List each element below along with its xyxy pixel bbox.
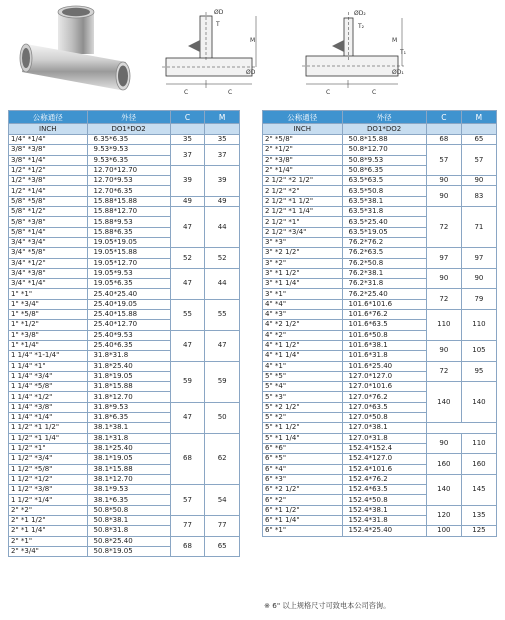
c-cell: 97 [426, 248, 461, 269]
outer-diameter-cell: 152.4*127.0 [342, 454, 426, 464]
table-row [263, 454, 497, 464]
c-cell: 100 [426, 526, 461, 536]
outer-diameter-cell: 25.40*15.88 [87, 310, 170, 320]
m-cell: 39 [205, 165, 240, 196]
spec-table-right-body [263, 135, 497, 537]
outer-diameter-cell: 38.1*12.70 [87, 474, 170, 484]
outer-diameter-cell: 38.1*9.53 [87, 485, 170, 495]
size-cell: 5" *3" [263, 392, 343, 402]
size-cell: 2" *2" [9, 505, 88, 515]
reducing-tee-drawing [300, 6, 410, 98]
c-cell: 140 [426, 474, 461, 505]
table-row [9, 402, 240, 412]
outer-diameter-cell: 101.6*63.5 [342, 320, 426, 330]
c-cell: 49 [170, 196, 205, 206]
size-cell: 1 1/4" *3/8" [9, 402, 88, 412]
size-cell: 1 1/4" *5/8" [9, 382, 88, 392]
size-cell: 4" *2" [263, 330, 343, 340]
m-cell: 57 [461, 145, 496, 176]
size-cell: 3" *3" [263, 237, 343, 247]
table-row [9, 165, 240, 175]
size-cell: 1 1/4" *1/2" [9, 392, 88, 402]
c-cell: 52 [170, 248, 205, 269]
outer-diameter-cell: 152.4*152.4 [342, 443, 426, 453]
size-cell: 2 1/2" *1" [263, 217, 343, 227]
outer-diameter-cell: 76.2*50.8 [342, 258, 426, 268]
footnote: ※ 6" 以上规格尺寸可致电本公司咨询。 [264, 601, 391, 610]
c-cell: 160 [426, 454, 461, 475]
header-m: M [461, 111, 496, 124]
outer-diameter-cell: 63.5*63.5 [342, 176, 426, 186]
m-cell: 49 [205, 196, 240, 206]
table-row [9, 299, 240, 309]
size-cell: 5" *1 1/4" [263, 433, 343, 443]
spec-table-left [8, 110, 240, 557]
size-cell: 1" *5/8" [9, 310, 88, 320]
size-cell: 3" *2 1/2" [263, 248, 343, 258]
c-cell: 68 [170, 433, 205, 484]
size-cell: 1/2" *3/8" [9, 176, 88, 186]
outer-diameter-cell: 63.5*19.05 [342, 227, 426, 237]
table-row [263, 526, 497, 536]
size-cell: 6" *1 1/2" [263, 505, 343, 515]
c-cell: 35 [170, 135, 205, 145]
size-cell: 3/4" *1/4" [9, 279, 88, 289]
size-cell: 1 1/2" *3/4" [9, 454, 88, 464]
outer-diameter-cell: 50.8*15.88 [342, 135, 426, 145]
unit-m [461, 124, 496, 135]
outer-diameter-cell: 38.1*6.35 [87, 495, 170, 505]
size-cell: 2" *1 1/4" [9, 526, 88, 536]
table-row [263, 361, 497, 371]
m-cell: 90 [461, 176, 496, 186]
m-cell: 105 [461, 340, 496, 361]
outer-diameter-cell: 152.4*38.1 [342, 505, 426, 515]
table-row [263, 186, 497, 196]
c-cell: 90 [426, 268, 461, 289]
outer-diameter-cell: 127.0*31.8 [342, 433, 426, 443]
table-row [9, 515, 240, 525]
t2-label: T₂ [358, 23, 365, 30]
c-cell: 47 [170, 207, 205, 248]
c-cell: 90 [426, 340, 461, 361]
header-size: 公称通径 [263, 111, 343, 124]
c-label-right: C [228, 89, 233, 96]
table-row [263, 505, 497, 515]
size-cell: 6" *6" [263, 443, 343, 453]
outer-diameter-cell: 50.8*50.8 [87, 505, 170, 515]
m-cell: 83 [461, 186, 496, 207]
c-cell: 57 [170, 485, 205, 516]
od2-label: ØD₂ [354, 10, 366, 17]
header-od: 外径 [87, 111, 170, 124]
table-row [9, 135, 240, 145]
c-cell: 90 [426, 433, 461, 454]
size-cell: 5/8" *3/8" [9, 217, 88, 227]
table-row [9, 207, 240, 217]
outer-diameter-cell: 38.1*19.05 [87, 454, 170, 464]
table-row [263, 433, 497, 443]
size-cell: 1 1/2" *1" [9, 443, 88, 453]
size-cell: 5" *2" [263, 413, 343, 423]
t-label: T [216, 21, 220, 28]
size-cell: 3/4" *3/8" [9, 268, 88, 278]
size-cell: 6" *2 1/2" [263, 485, 343, 495]
outer-diameter-cell: 15.88*9.53 [87, 217, 170, 227]
m-cell: 95 [461, 361, 496, 382]
size-cell: 3/4" *5/8" [9, 248, 88, 258]
unit-row [9, 124, 240, 135]
table-row [9, 196, 240, 206]
size-cell: 5/8" *1/4" [9, 227, 88, 237]
size-cell: 1 1/4" *1-1/4" [9, 351, 88, 361]
outer-diameter-cell: 63.5*25.40 [342, 217, 426, 227]
outer-diameter-cell: 101.6*76.2 [342, 310, 426, 320]
outer-diameter-cell: 6.35*6.35 [87, 135, 170, 145]
outer-diameter-cell: 9.53*9.53 [87, 145, 170, 155]
header-row [263, 111, 497, 124]
unit-c [170, 124, 205, 135]
size-cell: 3/4" *1/2" [9, 258, 88, 268]
table-row [263, 289, 497, 299]
outer-diameter-cell: 50.8*25.40 [87, 536, 170, 546]
m-cell: 54 [205, 485, 240, 516]
size-cell: 1/4" *1/4" [9, 135, 88, 145]
outer-diameter-cell: 127.0*76.2 [342, 392, 426, 402]
outer-diameter-cell: 101.6*101.6 [342, 299, 426, 309]
outer-diameter-cell: 12.70*12.70 [87, 165, 170, 175]
outer-diameter-cell: 38.1*15.88 [87, 464, 170, 474]
table-row [263, 310, 497, 320]
size-cell: 1" *1/4" [9, 340, 88, 350]
m-cell: 65 [205, 536, 240, 557]
outer-diameter-cell: 38.1*38.1 [87, 423, 170, 433]
size-cell: 3" *1 1/4" [263, 279, 343, 289]
m-cell: 62 [205, 433, 240, 484]
size-cell: 2" *1/4" [263, 165, 343, 175]
unit-od: DO1*DO2 [342, 124, 426, 135]
c-cell: 72 [426, 361, 461, 382]
table-row [9, 248, 240, 258]
size-cell: 6" *3" [263, 474, 343, 484]
size-cell: 6" *4" [263, 464, 343, 474]
size-cell: 6" *2" [263, 495, 343, 505]
size-cell: 4" *3" [263, 310, 343, 320]
outer-diameter-cell: 50.8*6.35 [342, 165, 426, 175]
m-cell: 110 [461, 433, 496, 454]
outer-diameter-cell: 76.2*63.5 [342, 248, 426, 258]
outer-diameter-cell: 50.8*38.1 [87, 515, 170, 525]
size-cell: 2 1/2" *1 1/2" [263, 196, 343, 206]
m-cell: 140 [461, 382, 496, 423]
size-cell: 3" *1 1/2" [263, 268, 343, 278]
table-row [263, 340, 497, 350]
size-cell: 2" *1/2" [263, 145, 343, 155]
size-cell: 1 1/2" *3/8" [9, 485, 88, 495]
table-row [9, 485, 240, 495]
size-cell: 5/8" *1/2" [9, 207, 88, 217]
header-c: C [426, 111, 461, 124]
m-cell: 79 [461, 289, 496, 310]
m-cell: 71 [461, 207, 496, 248]
m-cell: 97 [461, 248, 496, 269]
c-cell: 90 [426, 186, 461, 207]
outer-diameter-cell: 31.8*9.53 [87, 402, 170, 412]
outer-diameter-cell: 101.6*25.40 [342, 361, 426, 371]
table-row [9, 330, 240, 340]
spec-table-left-body [9, 135, 240, 557]
m-label: M [392, 37, 398, 44]
size-cell: 5" *1 1/2" [263, 423, 343, 433]
outer-diameter-cell: 127.0*127.0 [342, 371, 426, 381]
table-row [9, 145, 240, 155]
size-cell: 5" *4" [263, 382, 343, 392]
c-cell: 140 [426, 382, 461, 423]
m-cell: 77 [205, 515, 240, 536]
outer-diameter-cell: 19.05*6.35 [87, 279, 170, 289]
m-label: M [250, 37, 256, 44]
size-cell: 1" *1/2" [9, 320, 88, 330]
c-cell: 120 [426, 505, 461, 526]
c-cell: 47 [170, 402, 205, 433]
outer-diameter-cell: 152.4*25.40 [342, 526, 426, 536]
m-cell: 125 [461, 526, 496, 536]
outer-diameter-cell: 152.4*50.8 [342, 495, 426, 505]
size-cell: 1" *3/8" [9, 330, 88, 340]
outer-diameter-cell: 15.88*12.70 [87, 207, 170, 217]
unit-c [426, 124, 461, 135]
size-cell: 3/4" *3/4" [9, 237, 88, 247]
size-cell: 5" *2 1/2" [263, 402, 343, 412]
c-cell: 47 [170, 330, 205, 361]
outer-diameter-cell: 12.70*6.35 [87, 186, 170, 196]
c-label-right: C [372, 89, 377, 96]
size-cell: 1/2" *1/4" [9, 186, 88, 196]
size-cell: 2" *3/8" [263, 155, 343, 165]
m-cell: 35 [205, 135, 240, 145]
size-cell: 1 1/4" *1" [9, 361, 88, 371]
table-row [263, 207, 497, 217]
m-cell: 37 [205, 145, 240, 166]
outer-diameter-cell: 152.4*31.8 [342, 515, 426, 525]
size-cell: 1 1/2" *1 1/2" [9, 423, 88, 433]
size-cell: 4" *1 1/2" [263, 340, 343, 350]
outer-diameter-cell: 127.0*101.6 [342, 382, 426, 392]
outer-diameter-cell: 31.8*12.70 [87, 392, 170, 402]
size-cell: 2" *5/8" [263, 135, 343, 145]
outer-diameter-cell: 76.2*31.8 [342, 279, 426, 289]
table-row [263, 135, 497, 145]
c-cell: 72 [426, 207, 461, 248]
spec-table-right [262, 110, 497, 537]
table-row [263, 474, 497, 484]
size-cell: 1 1/4" *3/4" [9, 371, 88, 381]
size-cell: 1/2" *1/2" [9, 165, 88, 175]
header-c: C [170, 111, 205, 124]
size-cell: 2" *3/4" [9, 546, 88, 556]
header-size: 公称通径 [9, 111, 88, 124]
c-cell: 77 [170, 515, 205, 536]
size-cell: 3" *1" [263, 289, 343, 299]
m-cell: 90 [461, 268, 496, 289]
od1-label: ØD₁ [392, 69, 404, 76]
size-cell: 1 1/2" *1/2" [9, 474, 88, 484]
size-cell: 3/8" *3/8" [9, 145, 88, 155]
size-cell: 6" *1 1/4" [263, 515, 343, 525]
table-row [263, 423, 497, 433]
m-cell: 44 [205, 207, 240, 248]
outer-diameter-cell: 127.0*63.5 [342, 402, 426, 412]
size-cell: 2 1/2" *2 1/2" [263, 176, 343, 186]
outer-diameter-cell: 25.40*25.40 [87, 289, 170, 299]
m-cell: 65 [461, 135, 496, 145]
outer-diameter-cell: 76.2*76.2 [342, 237, 426, 247]
table-row [263, 382, 497, 392]
table-row [263, 248, 497, 258]
outer-diameter-cell: 9.53*6.35 [87, 155, 170, 165]
size-cell: 1" *3/4" [9, 299, 88, 309]
c-cell: 68 [426, 135, 461, 145]
equal-tee-drawing [160, 6, 260, 98]
outer-diameter-cell: 25.40*6.35 [87, 340, 170, 350]
size-cell: 4" *2 1/2" [263, 320, 343, 330]
outer-diameter-cell: 31.8*31.8 [87, 351, 170, 361]
outer-diameter-cell: 31.8*19.05 [87, 371, 170, 381]
size-cell: 1 1/2" *1 1/4" [9, 433, 88, 443]
size-cell: 1 1/2" *5/8" [9, 464, 88, 474]
outer-diameter-cell: 127.0*50.8 [342, 413, 426, 423]
outer-diameter-cell: 63.5*38.1 [342, 196, 426, 206]
header-m: M [205, 111, 240, 124]
outer-diameter-cell: 31.8*25.40 [87, 361, 170, 371]
outer-diameter-cell: 15.88*15.88 [87, 196, 170, 206]
c-cell: 39 [170, 165, 205, 196]
m-cell: 110 [461, 310, 496, 341]
table-row [9, 268, 240, 278]
od-side-label: ØD [246, 69, 256, 76]
outer-diameter-cell: 76.2*38.1 [342, 268, 426, 278]
c-label-left: C [326, 89, 331, 96]
outer-diameter-cell: 152.4*63.5 [342, 485, 426, 495]
m-cell: 160 [461, 454, 496, 475]
outer-diameter-cell: 101.6*38.1 [342, 340, 426, 350]
outer-diameter-cell: 19.05*9.53 [87, 268, 170, 278]
unit-size: INCH [263, 124, 343, 135]
size-cell: 5" *5" [263, 371, 343, 381]
m-cell: 55 [205, 299, 240, 330]
size-cell: 1 1/4" *1/4" [9, 413, 88, 423]
outer-diameter-cell: 152.4*76.2 [342, 474, 426, 484]
c-cell: 72 [426, 289, 461, 310]
c-cell: 59 [170, 361, 205, 402]
m-cell: 47 [205, 330, 240, 361]
c-cell: 55 [170, 299, 205, 330]
od-label: ØD [214, 9, 224, 16]
outer-diameter-cell: 50.8*9.53 [342, 155, 426, 165]
outer-diameter-cell: 50.8*31.8 [87, 526, 170, 536]
outer-diameter-cell: 25.40*9.53 [87, 330, 170, 340]
outer-diameter-cell: 63.5*31.8 [342, 207, 426, 217]
size-cell: 6" *5" [263, 454, 343, 464]
table-row [9, 433, 240, 443]
table-row [9, 361, 240, 371]
size-cell: 3/8" *1/4" [9, 155, 88, 165]
t1-label: T₁ [400, 49, 407, 56]
outer-diameter-cell: 19.05*12.70 [87, 258, 170, 268]
size-cell: 2 1/2" *3/4" [263, 227, 343, 237]
outer-diameter-cell: 50.8*19.05 [87, 546, 170, 556]
tee-fitting-photo [18, 4, 136, 100]
c-cell: 37 [170, 145, 205, 166]
m-cell: 50 [205, 402, 240, 433]
unit-m [205, 124, 240, 135]
size-cell: 4" *1" [263, 361, 343, 371]
outer-diameter-cell: 12.70*9.53 [87, 176, 170, 186]
m-cell: 59 [205, 361, 240, 402]
m-cell: 145 [461, 474, 496, 505]
header-row [9, 111, 240, 124]
c-cell: 68 [170, 536, 205, 557]
m-cell: 44 [205, 268, 240, 299]
size-cell: 2 1/2" *2" [263, 186, 343, 196]
size-cell: 1 1/2" *1/4" [9, 495, 88, 505]
outer-diameter-cell: 101.6*50.8 [342, 330, 426, 340]
m-cell: 135 [461, 505, 496, 526]
table-row [263, 145, 497, 155]
size-cell: 2 1/2" *1 1/4" [263, 207, 343, 217]
outer-diameter-cell: 15.88*6.35 [87, 227, 170, 237]
outer-diameter-cell: 50.8*12.70 [342, 145, 426, 155]
outer-diameter-cell: 19.05*15.88 [87, 248, 170, 258]
m-cell: 52 [205, 248, 240, 269]
c-label-left: C [184, 89, 189, 96]
c-cell: 90 [426, 176, 461, 186]
size-cell: 1" *1" [9, 289, 88, 299]
unit-row [263, 124, 497, 135]
header-od: 外径 [342, 111, 426, 124]
table-row [9, 536, 240, 546]
size-cell: 2" *1" [9, 536, 88, 546]
outer-diameter-cell: 152.4*101.6 [342, 464, 426, 474]
outer-diameter-cell: 38.1*31.8 [87, 433, 170, 443]
unit-od: DO1*DO2 [87, 124, 170, 135]
outer-diameter-cell: 63.5*50.8 [342, 186, 426, 196]
outer-diameter-cell: 25.40*12.70 [87, 320, 170, 330]
table-row [263, 176, 497, 186]
c-cell: 57 [426, 145, 461, 176]
outer-diameter-cell: 76.2*25.40 [342, 289, 426, 299]
c-cell: 110 [426, 310, 461, 341]
outer-diameter-cell: 101.6*31.8 [342, 351, 426, 361]
c-cell: 47 [170, 268, 205, 299]
size-cell: 4" *1 1/4" [263, 351, 343, 361]
outer-diameter-cell: 127.0*38.1 [342, 423, 426, 433]
size-cell: 4" *4" [263, 299, 343, 309]
size-cell: 5/8" *5/8" [9, 196, 88, 206]
size-cell: 6" *1" [263, 526, 343, 536]
outer-diameter-cell: 31.8*6.35 [87, 413, 170, 423]
outer-diameter-cell: 25.40*19.05 [87, 299, 170, 309]
size-cell: 2" *1 1/2" [9, 515, 88, 525]
outer-diameter-cell: 31.8*15.88 [87, 382, 170, 392]
table-row [263, 268, 497, 278]
outer-diameter-cell: 38.1*25.40 [87, 443, 170, 453]
size-cell: 3" *2" [263, 258, 343, 268]
outer-diameter-cell: 19.05*19.05 [87, 237, 170, 247]
unit-size: INCH [9, 124, 88, 135]
